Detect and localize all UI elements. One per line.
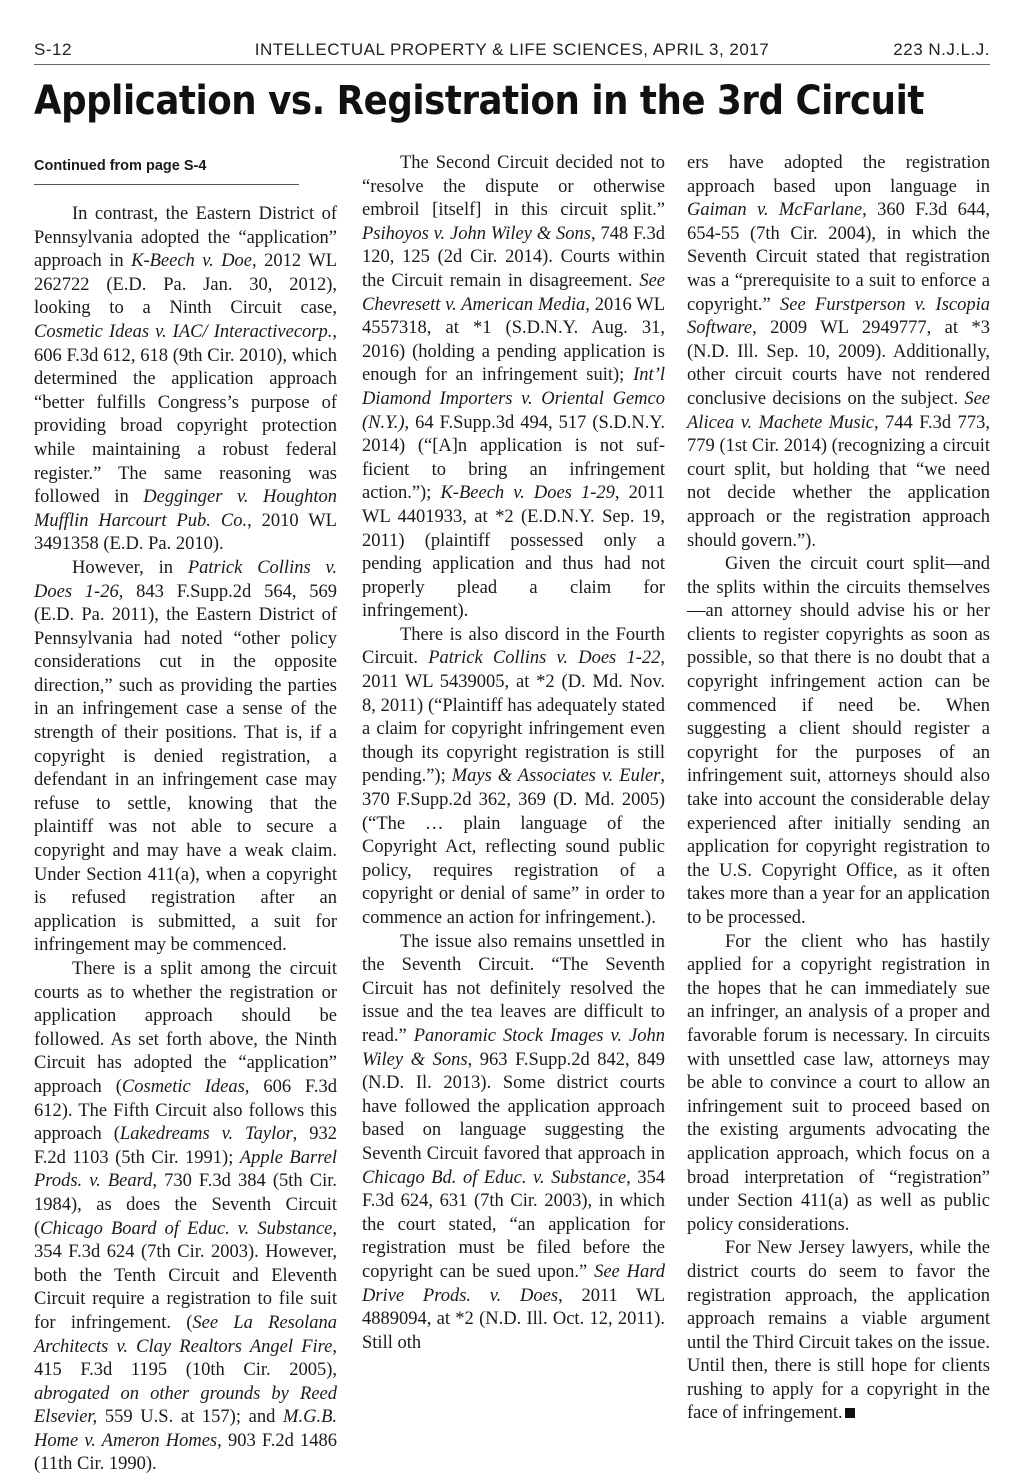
paragraph: The Second Circuit decided not to “resolve the dispute or otherwise embroil [itself] in this circuit split.” Psihoyos v. John Wiley & Sons, 748 F.3d 120, 125 (2d Cir. 2014). Courts within the Circuit remain in disagreement. See Chevresett v. American Media, 2016 WL 4557318, at *1 (S.D.N.Y. Aug. 31, 2016) (holding a pending application is enough for an infringement suit); Int’l Diamond Importers v. Oriental Gemco (N.Y.), 64 F.Supp.3d 494, 517 (S.D.N.Y. 2014) (“[A]n application is not sufficient to bring an infringement action.”); K-Beech v. Does 1-29, 2011 WL 4401933, at *2 (E.D.N.Y. Sep. 19, 2011) (plaintiff possessed only a pending application and thus had not properly plead a claim for infringement).	[362, 153, 665, 622]
column-2	[362, 152, 665, 1355]
paragraph-text: For New Jersey lawyers, while the district courts do seem to favor the registration approach, the application approach remains a viable argument until the Third Circuit takes on the issue. Until then, there is still hope for clients rushing to apply for a copyright in the face of infringement.	[687, 1238, 990, 1424]
paragraph: There is also discord in the Fourth Circuit. Patrick Collins v. Does 1-22, 2011 WL 5439005, at *2 (D. Md. Nov. 8, 2011) (“Plaintiff has adequately stated a claim for copyright infringement even though its copyright registration is still pending.”); Mays & Associates v. Euler, 370 F.Supp.2d 362, 369 (D. Md. 2005) (“The … plain language of the Copyright Act, reflecting sound public policy, requires registration of a copyright or denial of same” in order to commence an action for infringement.).	[362, 624, 665, 928]
paragraph: However, in Patrick Collins v. Does 1-26, 843 F.Supp.2d 564, 569 (E.D. Pa. 2011), the Eastern District of Pennsylvania had noted “other policy considerations cut in the opposite direction,” such as providing the parties in an infringement case a sense of the strength of their positions. That is, if a copyright is denied registration, a defendant in an infringement case may refuse to settle, knowing that the plaintiff was not able to secure a copyright and may have a weak claim. Under Section 411(a), when a copyright is refused registration after an application is submitted, a suit for infringement may be commenced.	[34, 557, 338, 956]
page-number: S-12	[34, 40, 72, 59]
column-3	[687, 152, 990, 1426]
journal-citation: 223 N.J.L.J.	[893, 40, 990, 59]
paragraph-continued: ers have adopted the registration approach based upon language in Gaiman v. McFarlane, 360 F.3d 644, 654-55 (7th Cir. 2004), in which the Seventh Circuit stated that registration was a “prerequisite to a suit to enforce a copyright.” See Furstperson v. Iscopia Software, 2009 WL 2949777, at *3 (N.D. Ill. Sep. 10, 2009). Additionally, other circuit courts have not rendered conclusive decisions on the subject. See Alicea v. Machete Music, 744 F.3d 773, 779 (1st Cir. 2014) (recognizing a circuit court split, but holding that “we need not decide whether the application approach or the registration approach should govern.”).	[687, 153, 991, 551]
column-1	[34, 152, 337, 1477]
paragraph: Given the circuit court split—and the splits within the circuits themselves—an attorney should advise his or her clients to register copyrights as soon as possible, so that there is no doubt that a copyright infringement action can be commenced if need be. When suggesting a client should register a copyright for the purposes of an infringement suit, attorneys should also take into account the considerable delay experienced after initially sending an application for copyright registration to the U.S. Copyright Office, as it often takes more than a year for an application to be processed.	[687, 554, 990, 928]
article-title: Application vs. Registration in the 3rd Circuit	[34, 78, 924, 124]
paragraph: There is a split among the circuit courts as to whether the registration or application approach should be followed. As set forth above, the Ninth Circuit has adopted the “application” approach (Cosmetic Ideas, 606 F.3d 612). The Fifth Circuit also follows this approach (Lakedreams v. Taylor, 932 F.2d 1103 (5th Cir. 1991); Apple Barrel Prods. v. Beard, 730 F.3d 384 (5th Cir. 1984), as does the Seventh Circuit (Chicago Board of Educ. v. Substance, 354 F.3d 624 (7th Cir. 2003). However, both the Tenth Circuit and Eleventh Circuit require a registration to file suit for infringement. (See La Resolana Architects v. Clay Realtors Angel Fire, 415 F.3d 1195 (10th Cir. 2005), abrogated on other grounds by Reed Elsevier, 559 U.S. at 157); and M.G.B. Home v. Ameron Homes, 903 F.2d 1486 (11th Cir. 1990).	[34, 959, 338, 1475]
end-mark-icon	[845, 1408, 855, 1418]
publication-line: INTELLECTUAL PROPERTY & LIFE SCIENCES, APRIL 3, 2017	[254, 40, 770, 59]
running-header	[34, 38, 990, 65]
paragraph: For the client who has hastily applied for a copyright registration in the hopes that he can immediately sue an infringer, an analysis of a proper and favorable forum is necessary. In circuits with unsettled case law, attorneys may be able to convince a court to allow an infringement suit to proceed based on the existing arguments advocating the application approach, which focus on a broad interpretation of “registration” under Section 411(a) as well as public policy considerations.	[687, 931, 990, 1235]
paragraph: The issue also remains unsettled in the Seventh Circuit. “The Seventh Circuit has not definitely resolved the issue and the tea leaves are difficult to read.” Panoramic Stock Images v. John Wiley & Sons, 963 F.Supp.2d 842, 849 (N.D. Il. 2013). Some district courts have followed the application approach based on language suggesting the Seventh Circuit favored that approach in Chicago Bd. of Educ. v. Substance, 354 F.3d 624, 631 (7th Cir. 2003), in which the court stated, “an application for registration must be filed before the copyright can be sued upon.” See Hard Drive Prods. v. Does, 2011 WL 4889094, at *2 (N.D. Ill. Oct. 12, 2011). Still oth	[362, 931, 665, 1353]
paragraph	[687, 1237, 990, 1426]
continued-note: Continued from page S-4	[34, 152, 299, 185]
paragraph: In contrast, the Eastern District of Pennsylvania adopted the “application” approach in K-Beech v. Doe, 2012 WL 262722 (E.D. Pa. Jan. 30, 2012), looking to a Ninth Circuit case, Cosmetic Ideas v. IAC/ Interactivecorp., 606 F.3d 612, 618 (9th Cir. 2010), which determined the application approach “better fulfills Congress’s purpose of providing broad copyright protection while maintaining a robust federal register.” The same reasoning was followed in Degginger v. Houghton Mufflin Harcourt Pub. Co., 2010 WL 3491358 (E.D. Pa. 2010).	[34, 204, 338, 555]
